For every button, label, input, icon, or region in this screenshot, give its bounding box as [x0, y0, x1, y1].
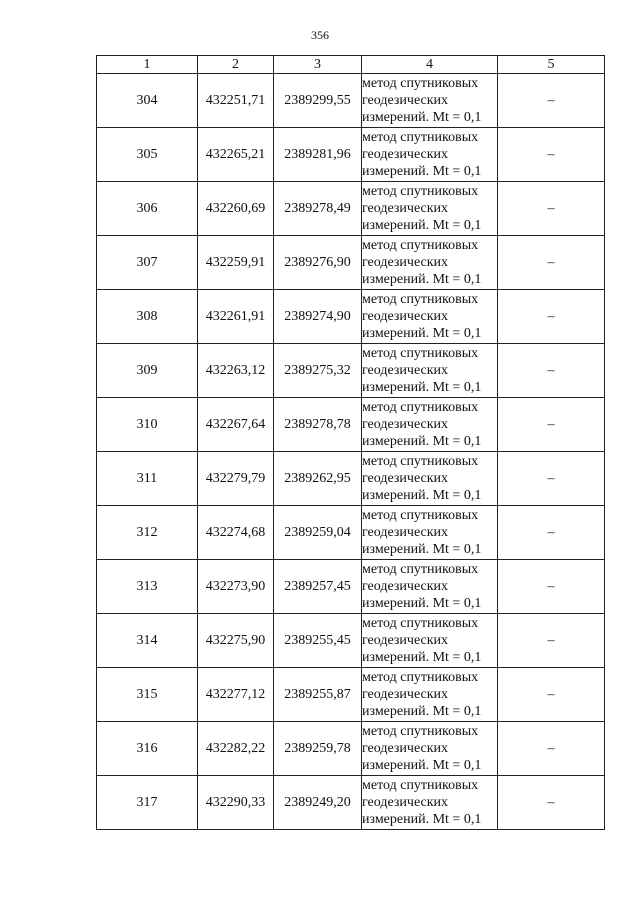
note-cell: –: [498, 128, 605, 182]
method-line: геодезических: [362, 795, 449, 810]
method-line: геодезических: [362, 687, 449, 702]
table-row: [97, 560, 605, 614]
note-cell: –: [498, 182, 605, 236]
note-cell: –: [498, 344, 605, 398]
method-line: геодезических: [362, 309, 449, 324]
y-coordinate-cell: 2389262,95: [274, 452, 362, 506]
x-coordinate-cell: 432265,21: [198, 128, 274, 182]
method-line: измерений. Mt = 0,1: [362, 326, 482, 341]
header-col-3: 3: [274, 56, 362, 74]
method-line: геодезических: [362, 471, 449, 486]
method-cell: [362, 506, 498, 560]
method-line: метод спутниковых: [362, 562, 479, 577]
y-coordinate-cell: 2389257,45: [274, 560, 362, 614]
y-coordinate-cell: 2389281,96: [274, 128, 362, 182]
table-row: [97, 398, 605, 452]
header-col-2: 2: [198, 56, 274, 74]
method-line: измерений. Mt = 0,1: [362, 434, 482, 449]
method-line: геодезических: [362, 363, 449, 378]
method-cell: [362, 614, 498, 668]
point-number-cell: 315: [97, 668, 198, 722]
y-coordinate-cell: 2389259,04: [274, 506, 362, 560]
x-coordinate-cell: 432290,33: [198, 776, 274, 830]
x-coordinate-cell: 432279,79: [198, 452, 274, 506]
point-number-cell: 314: [97, 614, 198, 668]
table-row: [97, 74, 605, 128]
point-number-cell: 316: [97, 722, 198, 776]
point-number-cell: 305: [97, 128, 198, 182]
method-cell: [362, 668, 498, 722]
method-cell: [362, 74, 498, 128]
x-coordinate-cell: 432277,12: [198, 668, 274, 722]
y-coordinate-cell: 2389259,78: [274, 722, 362, 776]
method-cell: [362, 398, 498, 452]
table-row: [97, 722, 605, 776]
x-coordinate-cell: 432263,12: [198, 344, 274, 398]
y-coordinate-cell: 2389275,32: [274, 344, 362, 398]
table-row: [97, 506, 605, 560]
method-line: геодезических: [362, 417, 449, 432]
point-number-cell: 311: [97, 452, 198, 506]
method-line: измерений. Mt = 0,1: [362, 542, 482, 557]
x-coordinate-cell: 432274,68: [198, 506, 274, 560]
method-line: метод спутниковых: [362, 346, 479, 361]
method-cell: [362, 128, 498, 182]
note-cell: –: [498, 722, 605, 776]
method-line: измерений. Mt = 0,1: [362, 218, 482, 233]
point-number-cell: 307: [97, 236, 198, 290]
header-col-4: 4: [362, 56, 498, 74]
table-row: [97, 128, 605, 182]
method-line: измерений. Mt = 0,1: [362, 650, 482, 665]
table-body: [97, 74, 605, 830]
header-col-5: 5: [498, 56, 605, 74]
table-row: [97, 668, 605, 722]
table-row: [97, 344, 605, 398]
method-cell: [362, 182, 498, 236]
y-coordinate-cell: 2389274,90: [274, 290, 362, 344]
method-line: метод спутниковых: [362, 508, 479, 523]
x-coordinate-cell: 432251,71: [198, 74, 274, 128]
note-cell: –: [498, 776, 605, 830]
note-cell: –: [498, 614, 605, 668]
method-line: метод спутниковых: [362, 778, 479, 793]
point-number-cell: 308: [97, 290, 198, 344]
method-line: геодезических: [362, 579, 449, 594]
method-line: метод спутниковых: [362, 184, 479, 199]
coordinates-table: [96, 55, 605, 830]
x-coordinate-cell: 432261,91: [198, 290, 274, 344]
y-coordinate-cell: 2389255,45: [274, 614, 362, 668]
x-coordinate-cell: 432259,91: [198, 236, 274, 290]
method-line: измерений. Mt = 0,1: [362, 596, 482, 611]
method-line: метод спутниковых: [362, 670, 479, 685]
note-cell: –: [498, 74, 605, 128]
note-cell: –: [498, 506, 605, 560]
x-coordinate-cell: 432273,90: [198, 560, 274, 614]
method-line: метод спутниковых: [362, 238, 479, 253]
point-number-cell: 313: [97, 560, 198, 614]
x-coordinate-cell: 432282,22: [198, 722, 274, 776]
method-line: метод спутниковых: [362, 130, 479, 145]
page-number: 356: [311, 28, 329, 42]
y-coordinate-cell: 2389276,90: [274, 236, 362, 290]
method-line: геодезических: [362, 93, 449, 108]
point-number-cell: 306: [97, 182, 198, 236]
method-line: измерений. Mt = 0,1: [362, 488, 482, 503]
method-line: метод спутниковых: [362, 724, 479, 739]
table-row: [97, 236, 605, 290]
method-line: измерений. Mt = 0,1: [362, 758, 482, 773]
method-line: метод спутниковых: [362, 454, 479, 469]
note-cell: –: [498, 560, 605, 614]
point-number-cell: 310: [97, 398, 198, 452]
x-coordinate-cell: 432260,69: [198, 182, 274, 236]
method-line: измерений. Mt = 0,1: [362, 380, 482, 395]
note-cell: –: [498, 452, 605, 506]
method-cell: [362, 236, 498, 290]
note-cell: –: [498, 236, 605, 290]
method-cell: [362, 452, 498, 506]
point-number-cell: 317: [97, 776, 198, 830]
method-cell: [362, 560, 498, 614]
method-cell: [362, 776, 498, 830]
method-cell: [362, 722, 498, 776]
method-line: геодезических: [362, 741, 449, 756]
method-line: геодезических: [362, 255, 449, 270]
method-line: метод спутниковых: [362, 292, 479, 307]
method-cell: [362, 344, 498, 398]
y-coordinate-cell: 2389249,20: [274, 776, 362, 830]
x-coordinate-cell: 432267,64: [198, 398, 274, 452]
method-line: измерений. Mt = 0,1: [362, 704, 482, 719]
table-row: [97, 776, 605, 830]
method-line: геодезических: [362, 525, 449, 540]
method-line: метод спутниковых: [362, 400, 479, 415]
method-line: геодезических: [362, 147, 449, 162]
method-line: метод спутниковых: [362, 616, 479, 631]
point-number-cell: 309: [97, 344, 198, 398]
method-line: измерений. Mt = 0,1: [362, 812, 482, 827]
y-coordinate-cell: 2389299,55: [274, 74, 362, 128]
method-line: измерений. Mt = 0,1: [362, 110, 482, 125]
x-coordinate-cell: 432275,90: [198, 614, 274, 668]
y-coordinate-cell: 2389255,87: [274, 668, 362, 722]
note-cell: –: [498, 668, 605, 722]
method-line: измерений. Mt = 0,1: [362, 272, 482, 287]
method-line: геодезических: [362, 201, 449, 216]
method-line: метод спутниковых: [362, 76, 479, 91]
y-coordinate-cell: 2389278,78: [274, 398, 362, 452]
point-number-cell: 312: [97, 506, 198, 560]
table-row: [97, 290, 605, 344]
method-line: измерений. Mt = 0,1: [362, 164, 482, 179]
point-number-cell: 304: [97, 74, 198, 128]
table-row: [97, 452, 605, 506]
header-col-1: 1: [97, 56, 198, 74]
y-coordinate-cell: 2389278,49: [274, 182, 362, 236]
note-cell: –: [498, 290, 605, 344]
note-cell: –: [498, 398, 605, 452]
table-row: [97, 182, 605, 236]
table-row: [97, 614, 605, 668]
table-header-row: [97, 56, 605, 74]
method-line: геодезических: [362, 633, 449, 648]
method-cell: [362, 290, 498, 344]
